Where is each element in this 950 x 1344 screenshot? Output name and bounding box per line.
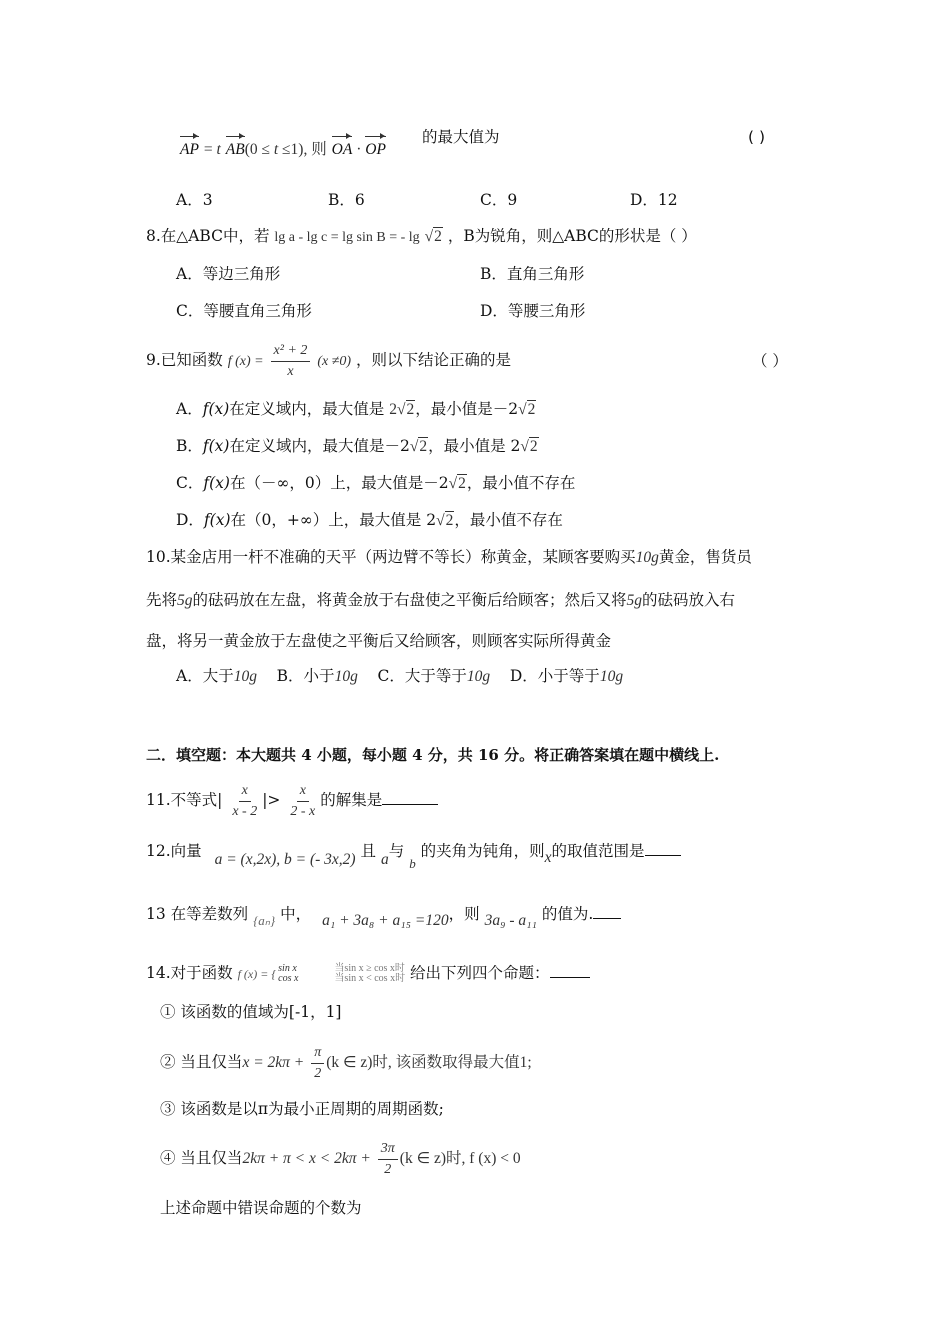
q9-option-d: D．f(x)在（0，+∞）上，最大值是 2√2，最小值不存在	[176, 511, 563, 529]
q11-fraction-2: $\frac{x}{2 - x}$	[290, 782, 316, 819]
q14-p4-fraction: $\frac{3\pi}{2}$	[378, 1141, 398, 1178]
q9-prefix: 9.已知函数	[146, 351, 223, 369]
q13-stem: 13 在等差数列 $_{\{a_n\}}$ 中， a₁ + 3a₈ + a₁₅ =120，则 3a₉ - a₁₁ 的值为.	[146, 903, 621, 926]
vector-oa: OA	[332, 139, 353, 161]
q14-answer-blank[interactable]	[550, 977, 590, 978]
q7-option-a: A．3	[176, 191, 213, 209]
q9-cond: (x ≠0)	[317, 354, 352, 369]
vector-ap: AP	[180, 139, 199, 161]
sqrt-symbol: √2	[424, 228, 442, 245]
q9-answer-paren: （ ）	[752, 352, 788, 370]
q10-line3: 盘，将另一黄金放于左盘使之平衡后又给顾客，则顾客实际所得黄金	[146, 632, 612, 650]
q7-option-c: C．9	[480, 191, 518, 209]
q9-fraction: $\frac{\text{x² + 2}}{x}$	[271, 343, 311, 380]
q7-option-d: D．12	[630, 191, 678, 209]
q14-piecewise: f (x) = { sin x cos x 当sin x ≥ cos x时 当sin x < cos x时	[237, 963, 406, 984]
q9-option-c: C．f(x)在（－∞，0）上，最大值是－2√2，最小值不存在	[176, 474, 576, 492]
q12-formula: a = (x,2x), b = (- 3x,2)	[214, 851, 356, 868]
q13-answer-blank[interactable]	[593, 918, 621, 919]
q10-line2: 先将5g的砝码放在左盘，将黄金放于右盘使之平衡后给顾客；然后又将5g的砝码放入右	[146, 591, 736, 609]
q10-option-b: B．小于	[276, 667, 335, 685]
q10-option-c: C．大于等于	[377, 667, 467, 685]
q7-option-b: B．6	[328, 191, 365, 209]
q9-option-b: B．f(x)在定义域内，最大值是－2√2，最小值是 2√2	[176, 437, 538, 455]
q13-sequence: {aₙ}	[253, 913, 276, 928]
q14-proposition-1: ① 该函数的值域为[-1，1]	[160, 1003, 342, 1021]
vector-op: OP	[365, 139, 386, 161]
q11-stem: 11.不等式| $\frac{x}{x - 2}$ |> $\frac{x}{2 - x}$ 的解集是	[146, 780, 438, 820]
q7-answer-paren: ( )	[748, 128, 766, 146]
vector-ab: AB	[226, 139, 245, 161]
q12-answer-blank[interactable]	[645, 855, 681, 856]
q9-suffix: ，则以下结论正确的是	[356, 351, 512, 369]
q11-fraction-1: $\frac{x}{x - 2}$	[232, 782, 258, 819]
q7-formula: AP = t AB(0 ≤ t ≤1), 则 OA · OP	[180, 138, 386, 161]
q10-options: A．大于10g B．小于10g C．大于等于10g D．小于等于10g	[176, 667, 624, 685]
q8-suffix: ，B为锐角，则△ABC的形状是（ ）	[447, 227, 697, 245]
q14-p2-fraction: $\frac{\pi}{2}$	[311, 1045, 324, 1082]
q9-option-a: A．f(x)在定义域内，最大值是 2√2，最小值是－2√2	[176, 400, 536, 418]
q10-option-d: D．小于等于	[509, 667, 600, 685]
q8-option-d: D．等腰三角形	[480, 302, 586, 320]
q14-last-line: 上述命题中错误命题的个数为	[160, 1199, 362, 1217]
q14-proposition-2: ② 当且仅当x = 2kπ + $\frac{\pi}{2}$ (k ∈ z)时, 该函数取得最大值1;	[160, 1044, 532, 1081]
q14-proposition-3: ③ 该函数是以π为最小正周期的周期函数;	[160, 1100, 444, 1118]
q7-cont-text: 的最大值为	[422, 128, 500, 146]
q9-stem	[146, 340, 511, 382]
q10-option-a: A．大于	[176, 667, 234, 685]
q8-prefix: 8.在△ABC中，若	[146, 227, 270, 245]
q8-option-c: C．等腰直角三角形	[176, 302, 312, 320]
q8-option-a: A．等边三角形	[176, 265, 281, 283]
q8-stem	[146, 225, 697, 249]
q14-proposition-4: ④ 当且仅当2kπ + π < x < 2kπ + $\frac{3\pi}{2}$ (k ∈ z)时, f (x) < 0	[160, 1140, 521, 1177]
section-heading: 二．填空题：本大题共 4 小题，每小题 4 分，共 16 分。将正确答案填在题中横线上.	[146, 746, 720, 764]
q8-option-b: B．直角三角形	[480, 265, 585, 283]
q9-fx: f (x) =	[227, 354, 264, 369]
q13-expression: 3a₉ - a₁₁	[484, 912, 537, 929]
q8-formula: lg a - lg c = lg sin B = - lg	[274, 230, 420, 245]
q14-stem: 14.对于函数 f (x) = { sin x cos x 当sin x ≥ cos x时 当sin x < cos x时 给出下列四个命题：	[146, 962, 590, 985]
q13-formula: a₁ + 3a₈ + a₁₅ =120	[322, 912, 449, 929]
q11-answer-blank[interactable]	[382, 804, 438, 805]
q12-stem: 12.向量 a = (x,2x), b = (- 3x,2) 且 a与 $_b$ 的夹角为钝角，则x的取值范围是	[146, 840, 681, 863]
q10-line1: 10.某金店用一杆不准确的天平（两边臂不等长）称黄金，某顾客要购买10g黄金，售货员	[146, 548, 752, 566]
